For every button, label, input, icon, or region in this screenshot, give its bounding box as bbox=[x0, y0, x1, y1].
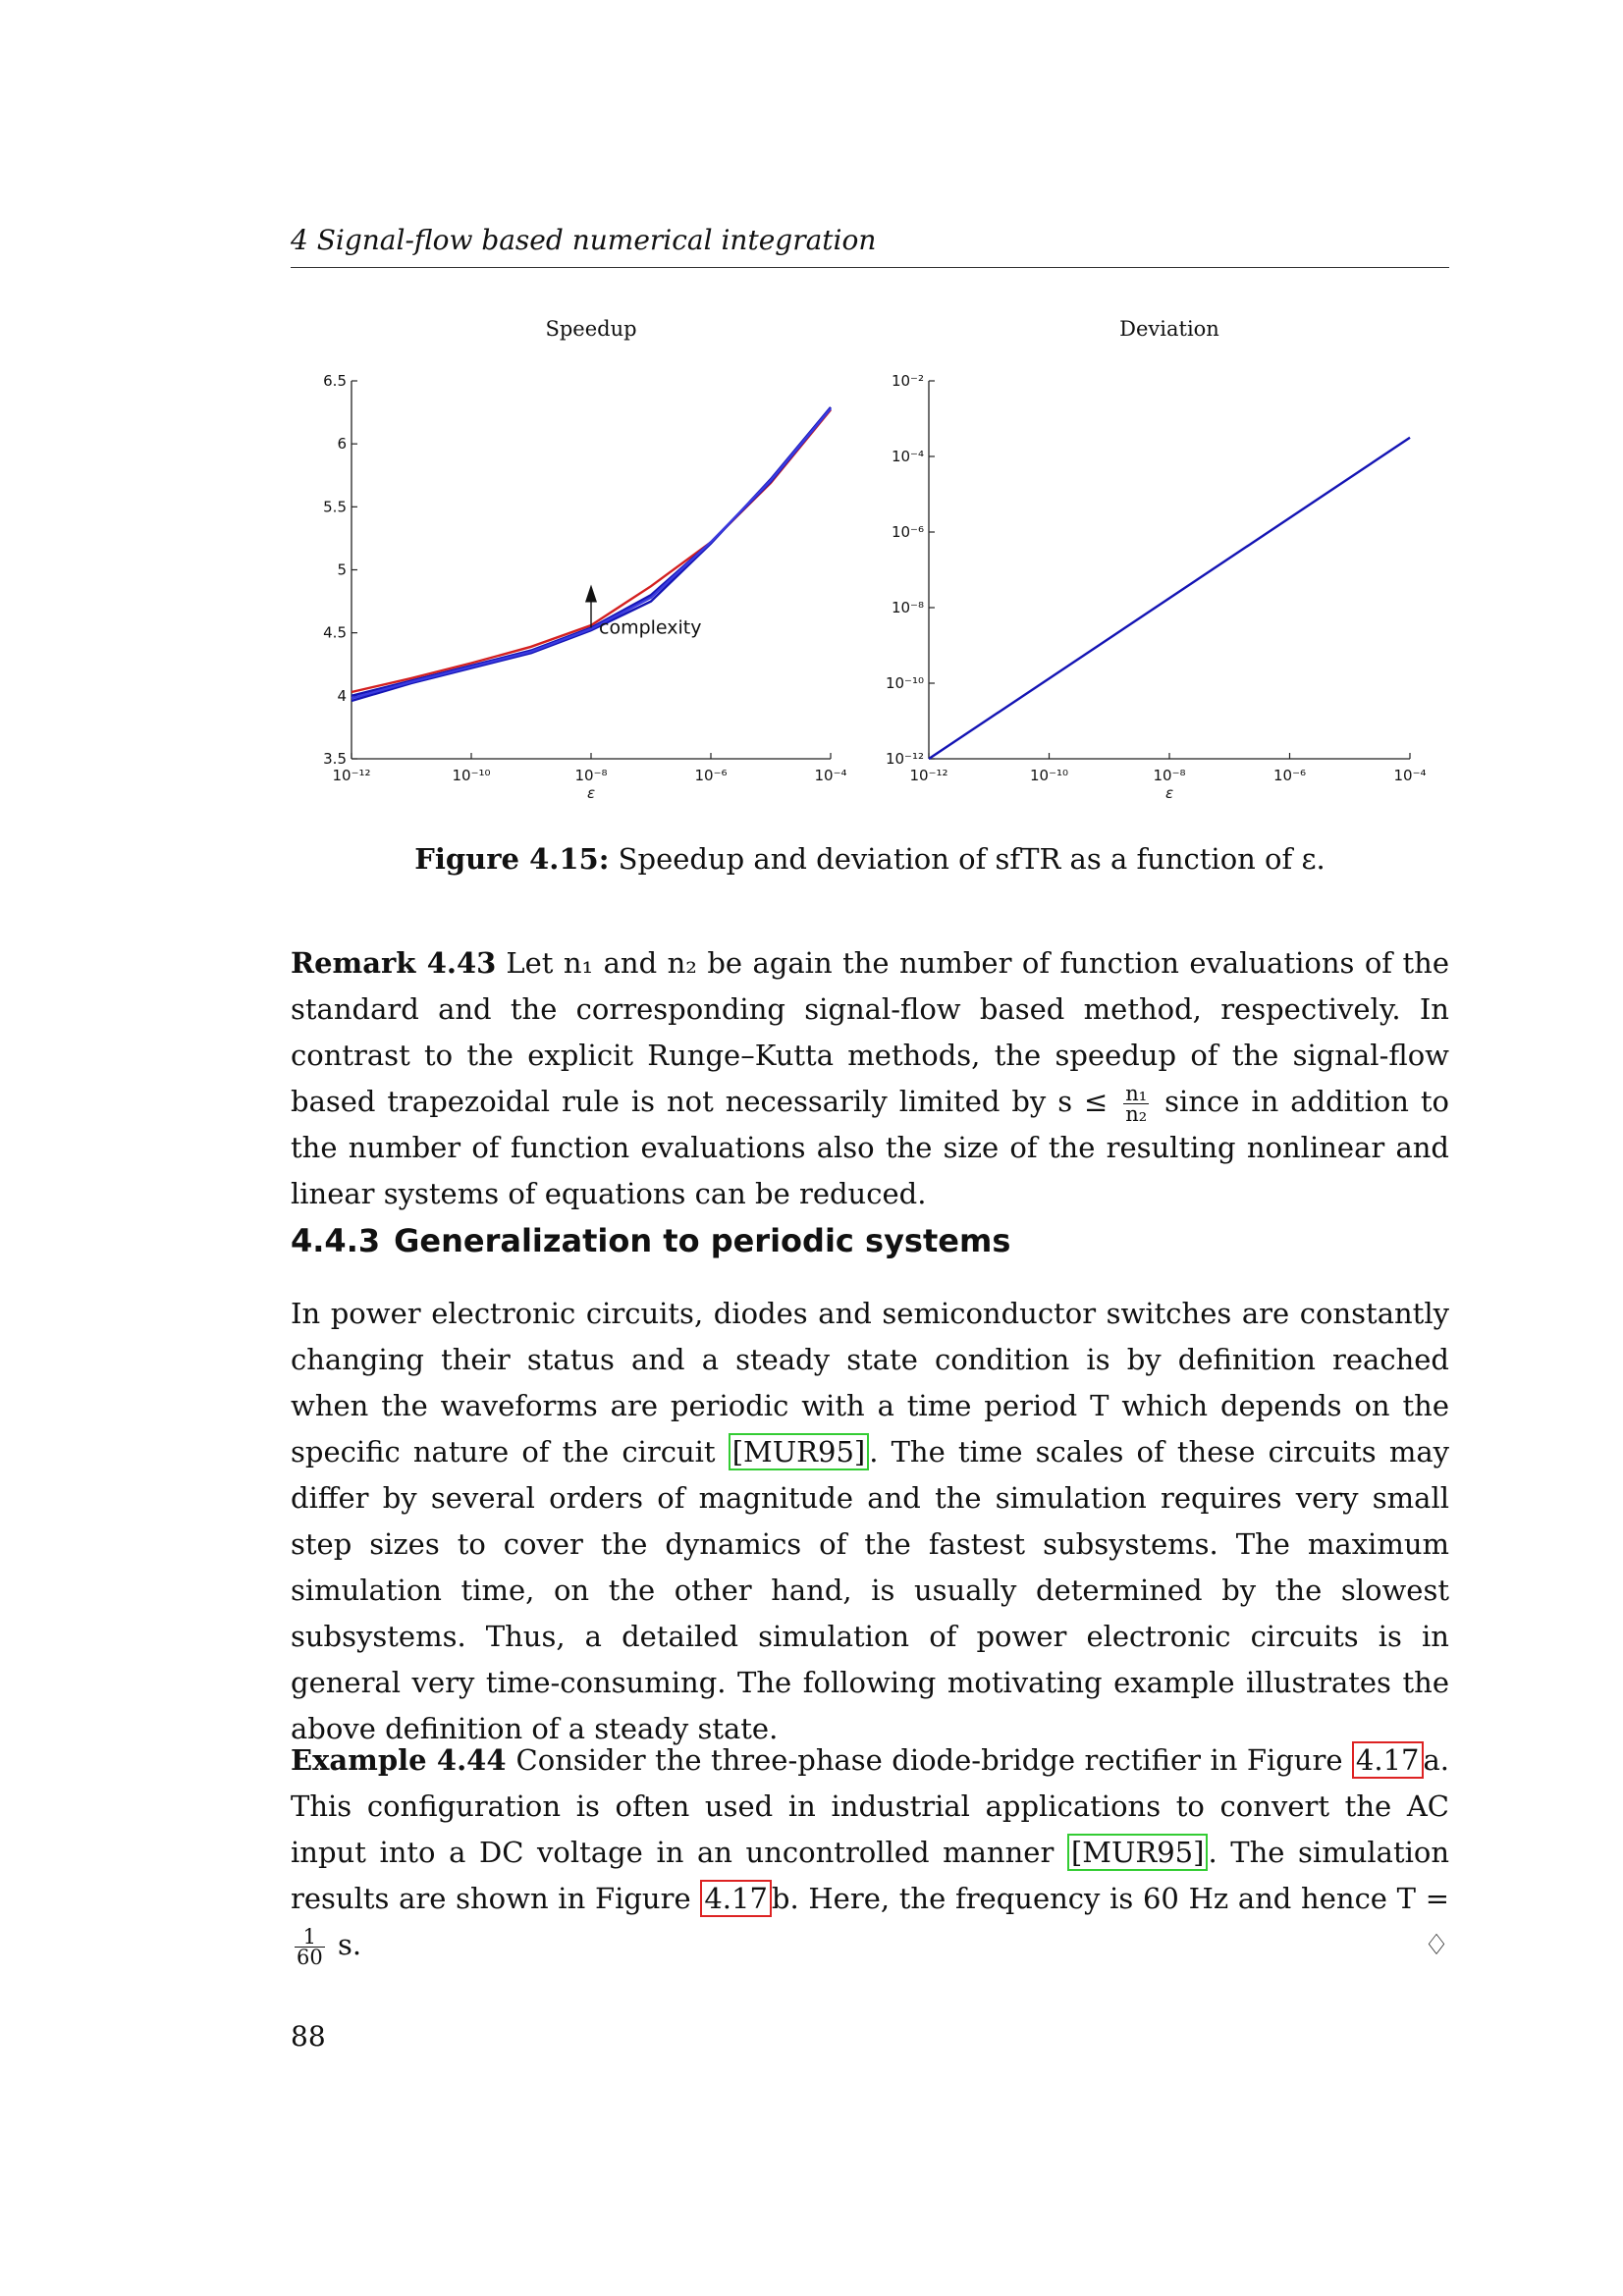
running-header-text: 4 Signal-flow based numerical integration bbox=[291, 224, 877, 256]
chart2-y-tick-label: 10⁻² bbox=[891, 372, 924, 390]
chart1-series-blue-3 bbox=[352, 408, 831, 698]
chart2-y-tick-label: 10⁻⁸ bbox=[891, 599, 924, 616]
chart2-x-label: ε bbox=[1164, 784, 1174, 802]
figure-ref-link-2[interactable]: 4.17 bbox=[700, 1880, 772, 1917]
chart1-y-tick-label: 6 bbox=[337, 435, 347, 454]
section-title: Generalization to periodic systems bbox=[394, 1222, 1011, 1259]
example-text-4: b. Here, the frequency is 60 Hz and hence T = bbox=[771, 1882, 1450, 1915]
chart1-y-tick-label: 3.5 bbox=[323, 750, 347, 768]
example-frac-den: 60 bbox=[297, 1945, 323, 1969]
caption-label: Figure 4.15: bbox=[414, 842, 610, 876]
chart1-y-tick-label: 4.5 bbox=[323, 623, 347, 642]
example-text-1: Consider the three-phase diode-bridge rectifier in Figure bbox=[515, 1743, 1343, 1777]
remark-label: Remark 4.43 bbox=[291, 946, 497, 980]
figure-svg bbox=[291, 312, 1449, 823]
figure-caption bbox=[291, 842, 1449, 876]
chart1-x-tick-label: 10⁻¹² bbox=[332, 767, 371, 784]
remark-frac-den: n₂ bbox=[1125, 1101, 1148, 1126]
remark-text-after: since in addition to the number of function evaluations also the size of the resulting nonlinear and linear systems of equations can be reduced. bbox=[291, 1085, 1450, 1210]
citation-link-2[interactable]: [MUR95] bbox=[1067, 1834, 1209, 1871]
chart1-annotation-label: complexity bbox=[599, 616, 702, 639]
chart2-y-tick-label: 10⁻⁴ bbox=[891, 448, 924, 465]
chart2-x-tick-label: 10⁻¹⁰ bbox=[1029, 767, 1069, 784]
example-label: Example 4.44 bbox=[291, 1743, 507, 1777]
chart2-x-tick-label: 10⁻¹² bbox=[909, 767, 948, 784]
end-of-example-symbol: ♢ bbox=[1424, 1928, 1449, 1961]
figure-4-15 bbox=[291, 312, 1449, 823]
figure-ref-link-1[interactable]: 4.17 bbox=[1352, 1741, 1424, 1779]
chart1-y-tick-label: 4 bbox=[337, 686, 347, 705]
citation-link[interactable]: [MUR95] bbox=[729, 1433, 870, 1470]
chart1-series-blue-1 bbox=[352, 408, 831, 696]
chart1-y-tick-label: 6.5 bbox=[323, 372, 347, 390]
chart1-series-blue-2 bbox=[352, 407, 831, 701]
remark-frac-num: n₁ bbox=[1125, 1081, 1148, 1105]
chart2-y-tick-label: 10⁻⁶ bbox=[891, 523, 924, 541]
chart2-y-tick-label: 10⁻¹⁰ bbox=[885, 674, 924, 692]
chart2-title: Deviation bbox=[1119, 317, 1219, 341]
chart1-x-tick-label: 10⁻⁶ bbox=[694, 767, 728, 784]
chart2-y-tick-label: 10⁻¹² bbox=[885, 750, 924, 768]
example-text-3: . The simulation results are shown in Figure bbox=[291, 1836, 1450, 1915]
chart1-x-tick-label: 10⁻¹⁰ bbox=[452, 767, 491, 784]
section-heading bbox=[291, 1222, 1010, 1259]
chart1-x-tick-label: 10⁻⁴ bbox=[814, 767, 847, 784]
paragraph-text-before: In power electronic circuits, diodes and semiconductor switches are constantly changing their status and a steady state condition is by definition reached when the waveforms are periodic with a time period T which depends on the specific nature of the circuit bbox=[291, 1297, 1449, 1468]
chart1-annotation-arrow-head bbox=[585, 585, 597, 603]
chart1-title: Speedup bbox=[545, 317, 637, 341]
chart2-series-deviation bbox=[929, 438, 1410, 759]
paragraph-text-after: . The time scales of these circuits may differ by several orders of magnitude and the simulation requires very small step sizes to cover the dynamics of the fastest subsystems. The maximum simulation time, on the other hand, is usually determined by the slowest subsystems. Thus, a detailed simulation of power electronic circuits is in general very time-consuming. The following motivating example illustrates the above definition of a steady state. bbox=[291, 1435, 1450, 1745]
example-text-5: s. bbox=[337, 1928, 362, 1961]
chart2-x-tick-label: 10⁻⁶ bbox=[1272, 767, 1307, 784]
caption-text: Speedup and deviation of sfTR as a function of ε. bbox=[618, 842, 1325, 876]
remark-fraction bbox=[1123, 1081, 1149, 1126]
remark-text-before: Let n₁ and n₂ be again the number of function evaluations of the standard and the corresponding signal-flow based method, respectively. In contrast to the explicit Runge–Kutta methods, the speedup of the signal-flow based trapezoidal rule is not necessarily limited by s ≤ bbox=[291, 946, 1449, 1118]
chart1-y-tick-label: 5.5 bbox=[323, 498, 347, 516]
example-text-2: a. This configuration is often used in industrial applications to convert the AC input into a DC voltage in an uncontrolled manner bbox=[291, 1743, 1450, 1869]
chart1-y-tick-label: 5 bbox=[337, 561, 347, 579]
chart2-x-tick-label: 10⁻⁸ bbox=[1153, 767, 1186, 784]
example-fraction bbox=[295, 1924, 325, 1969]
example-frac-num: 1 bbox=[295, 1927, 325, 1948]
chart1-x-tick-label: 10⁻⁸ bbox=[574, 767, 608, 784]
example-4-44 bbox=[291, 1737, 1449, 1968]
chart1-series-red bbox=[352, 410, 831, 693]
chart1-x-label: ε bbox=[586, 784, 596, 802]
chart2-x-tick-label: 10⁻⁴ bbox=[1393, 767, 1427, 784]
running-header bbox=[291, 222, 1449, 268]
section-number: 4.4.3 bbox=[291, 1222, 381, 1259]
body-paragraph bbox=[291, 1291, 1449, 1752]
remark-4-43 bbox=[291, 940, 1449, 1217]
page-number: 88 bbox=[291, 2020, 326, 2053]
